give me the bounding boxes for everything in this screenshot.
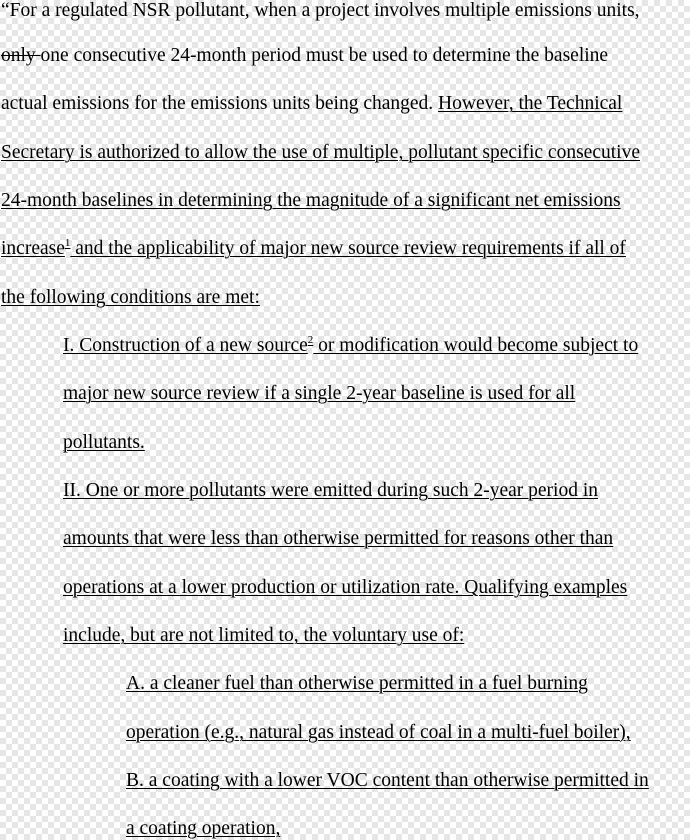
inserted-text: A. a cleaner fuel than otherwise permitted in a fuel burning (126, 673, 588, 694)
paragraph-line (1, 0, 640, 22)
inserted-text: a coating operation, (126, 818, 281, 839)
inserted-text: the following conditions are met: (1, 287, 260, 308)
list-item-line (63, 480, 598, 502)
paragraph-line (1, 142, 640, 164)
footnote-marker: 1 (64, 237, 71, 249)
list-item-line (63, 577, 627, 599)
inserted-text: and the applicability of major new source review requirements if all of (70, 238, 626, 259)
inserted-text: increase (1, 238, 65, 259)
sublist-item-line (126, 673, 588, 695)
inserted-text: II. One or more pollutants were emitted during such 2-year period in (63, 480, 599, 501)
inserted-text: Secretary is authorized to allow the use of multiple, pollutant specific consecutive (1, 142, 640, 163)
inserted-text: operations at a lower production or utilization rate. Qualifying examples (63, 577, 628, 598)
inserted-text: However, the Technical (438, 93, 623, 114)
inserted-text: or modification would become subject to (313, 335, 639, 356)
list-item-line (63, 335, 638, 357)
paragraph-line (1, 287, 260, 309)
inserted-text: B. a coating with a lower VOC content than otherwise permitted in (126, 770, 649, 791)
list-item-line (63, 432, 145, 454)
paragraph-line (1, 238, 626, 260)
inserted-text: I. Construction of a new source (63, 335, 308, 356)
struck-text: only (1, 45, 41, 66)
list-item-line (63, 528, 613, 550)
text-run: one consecutive 24-month period must be used to determine the baseline (40, 45, 609, 66)
paragraph-line (1, 45, 608, 67)
sublist-item-line (126, 770, 649, 792)
inserted-text: major new source review if a single 2-year baseline is used for all (63, 383, 576, 404)
sublist-item-line (126, 722, 631, 744)
footnote-marker: 2 (307, 334, 314, 346)
list-item-line (63, 383, 575, 405)
paragraph-line (1, 93, 622, 115)
sublist-item-line (126, 818, 280, 840)
paragraph-line (1, 190, 621, 212)
inserted-text: amounts that were less than otherwise permitted for reasons other than (63, 528, 614, 549)
inserted-text: 24-month baselines in determining the magnitude of a significant net emissions (1, 190, 621, 211)
inserted-text: pollutants. (63, 432, 145, 453)
text-run: “For a regulated NSR pollutant, when a project involves multiple emissions units, (1, 0, 640, 21)
list-item-line (63, 625, 464, 647)
inserted-text: include, but are not limited to, the voluntary use of: (63, 625, 465, 646)
inserted-text: operation (e.g., natural gas instead of coal in a multi-fuel boiler), (126, 722, 631, 743)
text-run: actual emissions for the emissions units being changed. (1, 93, 439, 114)
